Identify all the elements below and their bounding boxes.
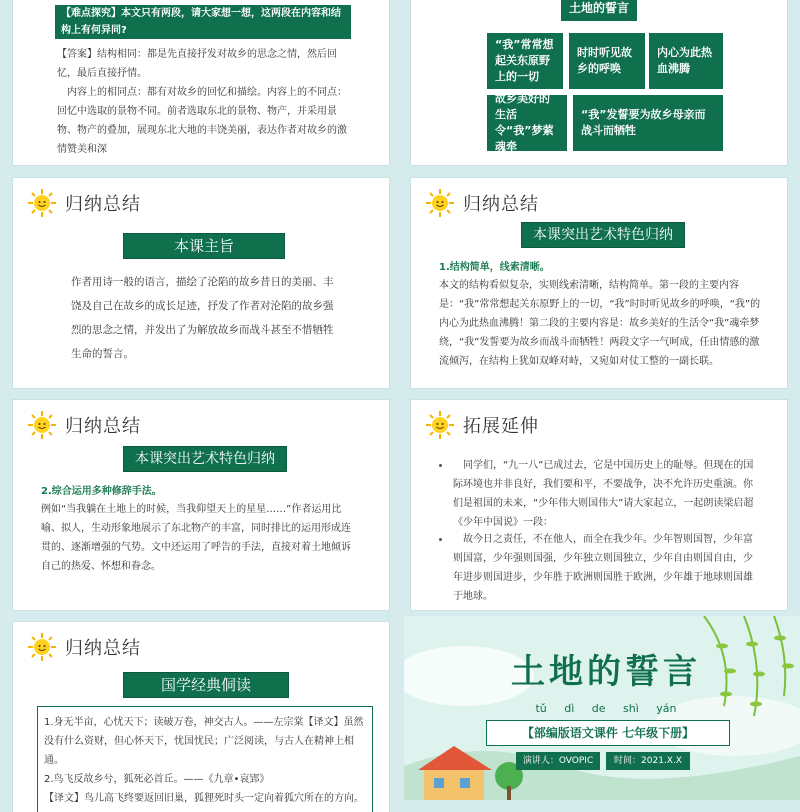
extension-paragraph-2: 故今日之责任，不在他人，而全在我少年。少年智则国智，少年富则国富，少年强则国强，少年独立则国独立，少年自由则国自由，少年进步则国进步，少年胜于欧洲则国胜于欧洲，少年雄于地球则国雄于地球。: [453, 534, 753, 602]
header-title: 归纳总结: [65, 638, 141, 659]
theme-body: 作者用诗一般的语言，描绘了沦陷的故乡昔日的美丽、丰饶及自己在故乡的成长足迹，抒发了作者对沦陷的故乡强烈的思念之情，并发出了为解放故乡而战斗甚至不惜牺牲生命的誓言。: [71, 276, 334, 360]
slide-theme-panel[interactable]: [13, 178, 389, 388]
point-body: 本文的结构看似复杂，实则线索清晰，结构简单。第一段的主要内容是：“我”常常想起关东原野上的一切，“我”时时听见故乡的呼唤，“我”的内心为此热血沸腾！第二段的主要内容是：故乡美好的生活令“我”魂牵梦绕，“我”发誓要为故乡而战斗而牺牲！两段文字一气呵成，任由情感的激流倾泻，在结构上犹如双峰对峙，又宛如对仗工整的一副长联。: [439, 280, 761, 367]
quote-line-2: 2.鸟飞反故乡兮，狐死必首丘。——《九章•哀郢》: [44, 774, 270, 785]
sun-icon: [27, 188, 57, 218]
art-feature-banner: 本课突出艺术特色归纳: [123, 446, 287, 472]
panel-header: [27, 632, 141, 662]
header-title: 归纳总结: [463, 194, 539, 215]
box-vow-fight: “我”发誓要为故乡母亲而战斗而牺牲: [573, 95, 723, 151]
slide-extension-panel[interactable]: [411, 400, 787, 610]
sun-icon: [425, 410, 455, 440]
quote-line-3: 【译文】鸟儿高飞终要返回旧巢，狐狸死时头一定向着狐穴所在的方向。: [44, 793, 364, 804]
point-title: 2.综合运用多种修辞手法。: [41, 486, 162, 497]
panel-header: [27, 188, 141, 218]
classics-banner: 国学经典侗读: [123, 672, 289, 698]
header-title: 拓展延伸: [463, 416, 539, 437]
slide-structure-panel[interactable]: [411, 0, 787, 165]
sun-icon: [27, 410, 57, 440]
panel-header: [425, 410, 539, 440]
header-title: 归纳总结: [65, 416, 141, 437]
art-feature-banner: 本课突出艺术特色归纳: [521, 222, 685, 248]
slide-art-feature-2-panel[interactable]: [13, 400, 389, 610]
question-box: 【难点探究】本文只有两段，请大家想一想，这两段在内容和结构上有何异同?: [55, 5, 351, 39]
answer-text: [57, 45, 355, 159]
slide-classics-panel[interactable]: [13, 622, 389, 812]
header-title: 归纳总结: [65, 194, 141, 215]
slide-difficulty-panel[interactable]: [13, 0, 389, 165]
bullet-dot: [439, 538, 442, 541]
extension-paragraph-1: 同学们，“九一八”已成过去，它是中国历史上的耻辱。但现在的国际环境也并非良好，我们要和平，不要战争，决不允许历史重演。你们是祖国的未来，“少年伟大则国伟大”请大家起立，一起朗读梁启超《少年中国说》一段：: [453, 460, 754, 528]
slide-cover-panel[interactable]: [404, 616, 800, 800]
oath-title-tag: 土地的誓言: [561, 0, 637, 21]
classics-quote-box: [37, 706, 373, 812]
cover-title: 土地的誓言: [511, 652, 701, 692]
panel-header: [425, 188, 539, 218]
box-dream-home: 故乡美好的生活令“我”梦萦魂牵: [487, 95, 567, 151]
bullet-dot: [439, 464, 442, 467]
box-think-wilderness: “我”常常想起关东原野上的一切: [487, 33, 563, 89]
slide-art-feature-1-panel[interactable]: [411, 178, 787, 388]
answer-content: 内容上的相同点：都有对故乡的回忆和描绘。内容上的不同点：回忆中选取的景物不同。前者选取东北的景物、物产，并采用景物、物产的叠加，展现东北大地的丰饶美丽，表达作者对故乡的激情赞美和深: [57, 87, 347, 155]
theme-banner: 本课主旨: [123, 233, 285, 259]
sun-icon: [425, 188, 455, 218]
cover-subtitle: 【部编版语文课件 七年级下册】: [486, 720, 730, 746]
cover-pinyin: tǔ dì de shì yán: [535, 702, 677, 715]
box-blood-boil: 内心为此热血沸腾: [649, 33, 723, 89]
sun-icon: [27, 632, 57, 662]
point-title: 1.结构简单，线索清晰。: [439, 262, 550, 273]
panel-header: [27, 410, 141, 440]
quote-line-1: 1.身无半亩，心忧天下；读破万卷，神交古人。——左宗棠【译文】虽然没有什么资财，但心怀天下，忧国忧民；广泛阅读，与古人在精神上相通。: [44, 717, 364, 766]
point-body: 例如“当我躺在土地上的时候，当我仰望天上的星星……”作者运用比喻、拟人，生动形象地展示了东北物产的丰富，同时排比的运用形成连贯的、逐渐增强的气势。文中还运用了呼告的手法，直接对着土地倾诉自己的热爱、怀想和眷念。: [41, 504, 351, 572]
time-badge: 时间：2021.X.X: [606, 752, 690, 770]
answer-structure: 【答案】结构相同：都是先直接抒发对故乡的思念之情，然后回忆，最后直接抒情。: [57, 49, 337, 79]
presenter-badge: 演讲人：OVOPIC: [516, 752, 600, 770]
box-hear-call: 时时听见故乡的呼唤: [569, 33, 645, 89]
